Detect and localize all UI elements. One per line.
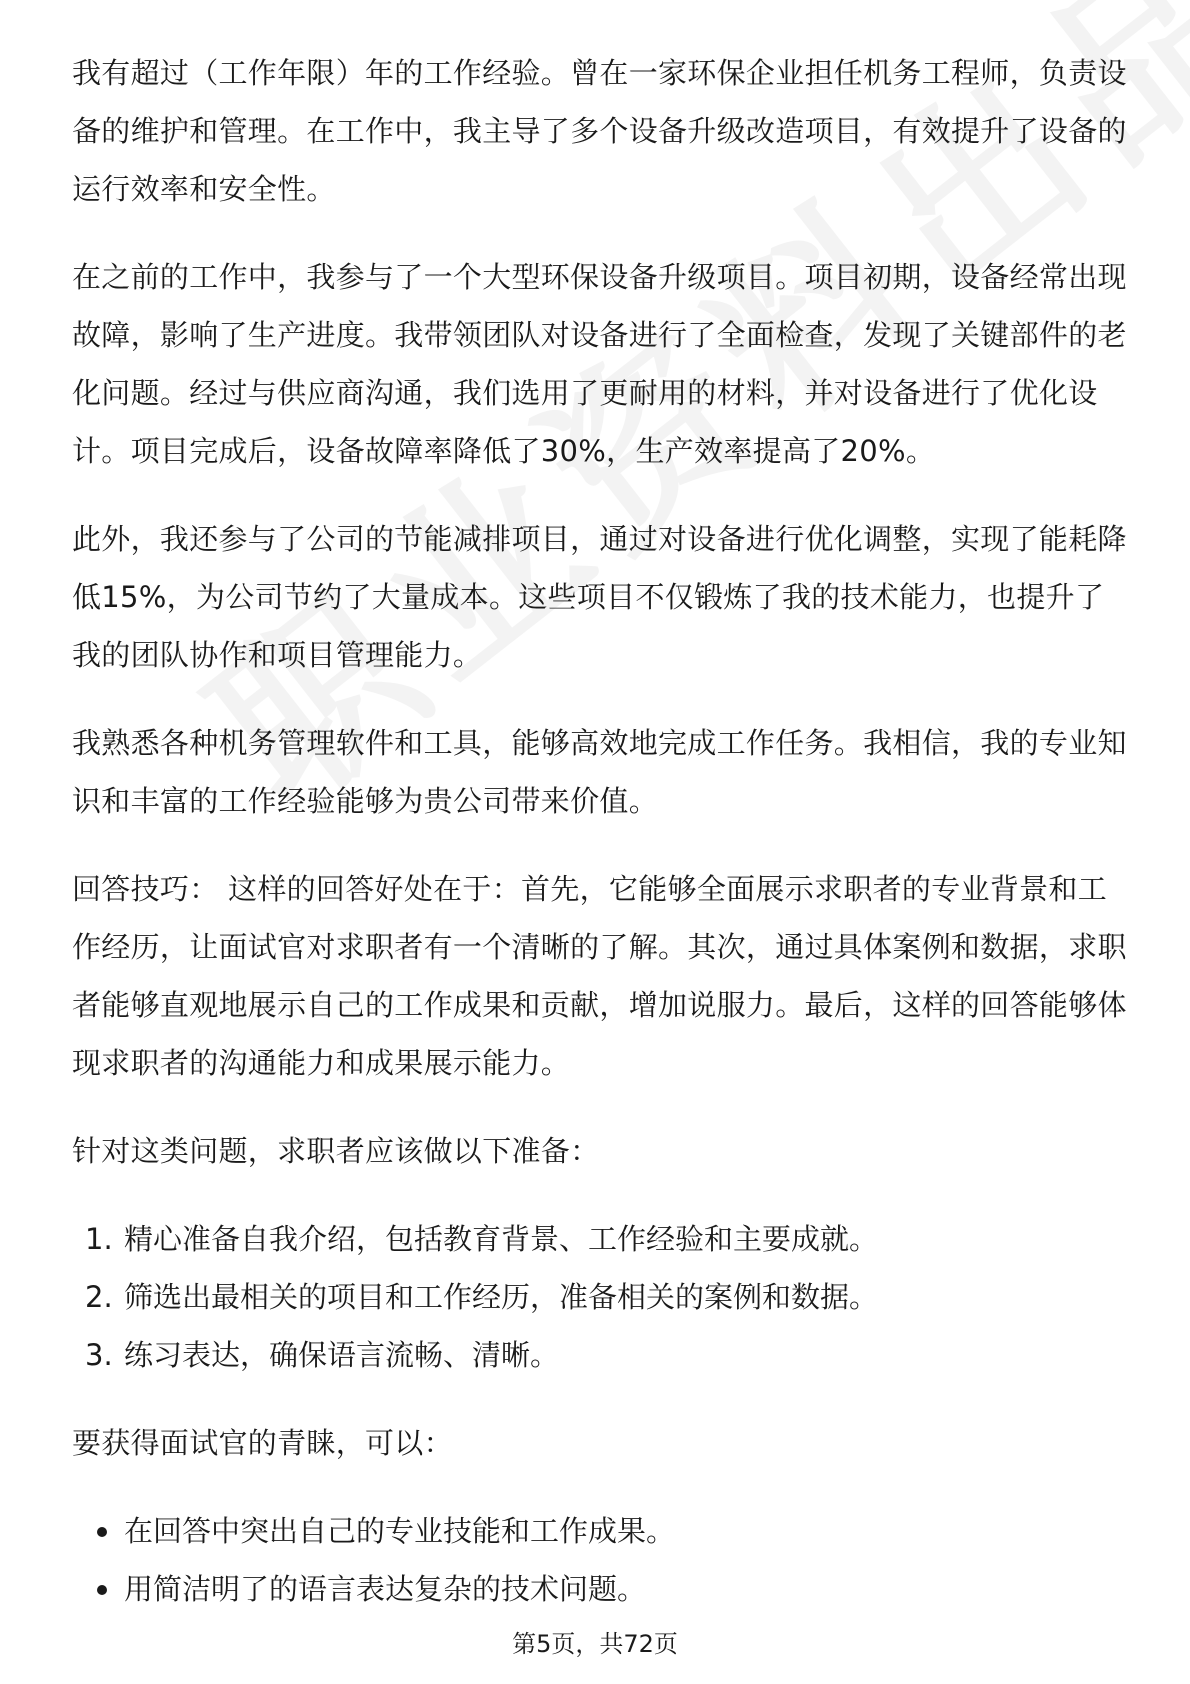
list-item-number: 2.	[85, 1280, 113, 1314]
paragraph-tips-intro: 要获得面试官的青睐，可以：	[72, 1426, 453, 1460]
bullet-dot-icon	[97, 1585, 107, 1595]
bullet-item-text: 用简洁明了的语言表达复杂的技术问题。	[124, 1572, 647, 1606]
bullet-item	[72, 1560, 1132, 1618]
list-item-text: 精心准备自我介绍，包括教育背景、工作经验和主要成就。	[124, 1222, 879, 1256]
paragraph-preparation-intro: 针对这类问题，求职者应该做以下准备：	[72, 1134, 600, 1168]
list-item	[72, 1268, 1132, 1326]
document-body	[72, 44, 1132, 1648]
numbered-list	[72, 1210, 1132, 1384]
list-item-text: 练习表达，确保语言流畅、清晰。	[124, 1338, 560, 1372]
list-item-number: 1.	[85, 1222, 113, 1256]
bullet-list	[72, 1502, 1132, 1618]
list-item	[72, 1210, 1132, 1268]
paragraph-answer-tips: 回答技巧： 这样的回答好处在于：首先，它能够全面展示求职者的专业背景和工作经历，让面试官对求职者有一个清晰的了解。其次，通过具体案例和数据，求职者能够直观地展示自己的工作成果和贡献，增加说服力。最后，这样的回答能够体现求职者的沟通能力和成果展示能力。	[72, 872, 1127, 1080]
bullet-dot-icon	[97, 1527, 107, 1537]
paragraph-energy-saving: 此外，我还参与了公司的节能减排项目，通过对设备进行优化调整，实现了能耗降低15%，为公司节约了大量成本。这些项目不仅锻炼了我的技术能力，也提升了我的团队协作和项目管理能力。	[72, 522, 1127, 672]
page-footer: 第5页，共72页	[512, 1630, 678, 1658]
list-item	[72, 1326, 1132, 1384]
bullet-item	[72, 1502, 1132, 1560]
paragraph-skills: 我熟悉各种机务管理软件和工具，能够高效地完成工作任务。我相信，我的专业知识和丰富的工作经验能够为贵公司带来价值。	[72, 726, 1127, 818]
list-item-number: 3.	[85, 1338, 113, 1372]
paragraph-experience: 我有超过（工作年限）年的工作经验。曾在一家环保企业担任机务工程师，负责设备的维护和管理。在工作中，我主导了多个设备升级改造项目，有效提升了设备的运行效率和安全性。	[72, 56, 1127, 206]
paragraph-project: 在之前的工作中，我参与了一个大型环保设备升级项目。项目初期，设备经常出现故障，影响了生产进度。我带领团队对设备进行了全面检查，发现了关键部件的老化问题。经过与供应商沟通，我们选用了更耐用的材料，并对设备进行了优化设计。项目完成后，设备故障率降低了30%，生产效率提高了20%。	[72, 260, 1127, 468]
bullet-item-text: 在回答中突出自己的专业技能和工作成果。	[124, 1514, 676, 1548]
list-item-text: 筛选出最相关的项目和工作经历，准备相关的案例和数据。	[124, 1280, 879, 1314]
